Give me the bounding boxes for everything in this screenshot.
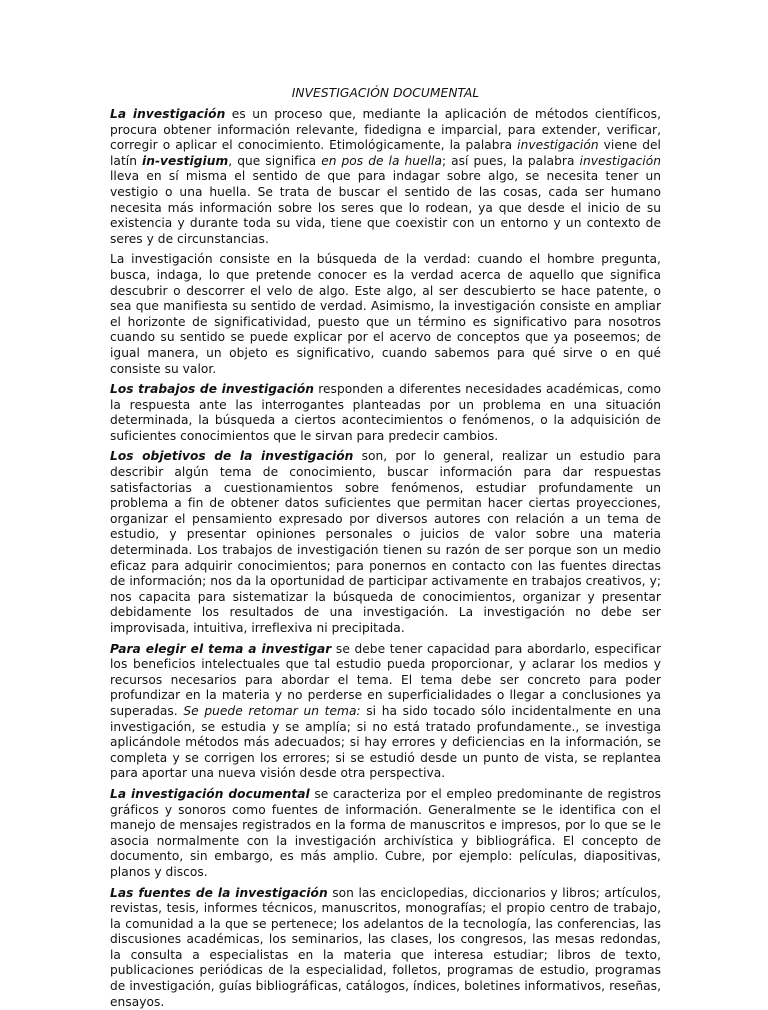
paragraph — [110, 382, 661, 444]
emphasis-text: Se puede retomar un tema: — [183, 704, 360, 718]
body-text: es un proceso que, mediante la aplicación de métodos científicos, procura obtener información relevante, fidedigna e imparcial, para extender, verificar, corregir o aplicar el conocimiento. Etimológicamente, la palabra — [110, 107, 661, 152]
body-text: si ha sido tocado sólo incidentalmente en una investigación, se estudia y se amplía; si no está tratado profundamente., se investiga aplicándole métodos más adecuados; si hay errores y deficiencias en la información, se completa y se corrigen los errores; si se estudió desde un punto de vista, se replantea para aportar una nueva visión desde otra perspectiva. — [110, 704, 661, 780]
emphasis-text: investigación — [580, 154, 661, 168]
paragraph — [110, 642, 661, 782]
emphasis-text: Las fuentes de la investigación — [110, 886, 328, 900]
document-body — [110, 107, 661, 1010]
paragraph — [110, 107, 661, 247]
emphasis-text: La investigación — [110, 107, 225, 121]
body-text: lleva en sí misma el sentido de que para indagar sobre algo, se necesita tener un vestigio o una huella. Se trata de buscar el sentido de las cosas, cada ser humano necesita más información sobre los seres que lo rodean, ya que desde el inicio de su existencia y durante toda su vida, tiene que coexistir con un entorno y un contexto de seres y de circunstancias. — [110, 169, 661, 245]
body-text: viene del latín — [110, 138, 661, 168]
emphasis-text: La investigación documental — [110, 787, 310, 801]
body-text: se caracteriza por el empleo predominante de registros gráficos y sonoros como fuentes de información. Generalmente se le identifica con el manejo de mensajes registrados en la forma de manuscritos e impresos, por lo que se le asocia normalmente con la investigación archivística y bibliográfica. El concepto de documento, sin embargo, es más amplio. Cubre, por ejemplo: películas, diapositivas, planos y discos. — [110, 787, 661, 879]
body-text: son las enciclopedias, diccionarios y libros; artículos, revistas, tesis, informes técnicos, manuscritos, monografías; el propio centro de trabajo, la comunidad a la que se pertenece; los adelantos de la tecnología, las conferencias, las discusiones académicas, los seminarios, las clases, los congresos, las mesas redondas, la consulta a especialistas en la materia que interesa estudiar; libros de texto, publicaciones periódicas de la especialidad, folletos, programas de estudio, programas de investigación, guías bibliográficas, catálogos, índices, boletines informativos, reseñas, ensayos. — [110, 886, 661, 1009]
body-text: se debe tener capacidad para abordarlo, especificar los beneficios intelectuales que tal estudio pueda proporcionar, y aclarar los medios y recursos necesarios para abordar el tema. El tema debe ser concreto para poder profundizar en la materia y no perderse en superficialidades o llegar a conclusiones ya superadas. — [110, 642, 661, 718]
body-text: responden a diferentes necesidades académicas, como la respuesta ante las interrogantes planteadas por un problema en una situación determinada, la búsqueda a ciertos acontecimientos o fenómenos, o la adquisición de suficientes conocimientos que le sirvan para predecir cambios. — [110, 382, 661, 443]
paragraph — [110, 449, 661, 636]
emphasis-text: in-vestigium — [142, 154, 228, 168]
paragraph — [110, 252, 661, 377]
paragraph — [110, 886, 661, 1010]
paragraph — [110, 787, 661, 881]
emphasis-text: en pos de la huella — [321, 154, 442, 168]
emphasis-text: Los trabajos de investigación — [110, 382, 314, 396]
emphasis-text: Para elegir el tema a investigar — [110, 642, 331, 656]
body-text: son, por lo general, realizar un estudio para describir algún tema de conocimiento, buscar información para dar respuestas satisfactorias a cuestionamientos sobre fenómenos, estudiar profundamente un problema a fin de obtener datos suficientes que permitan hacer ciertas proyecciones, organizar el pensamiento expresado por diversos autores con relación a un tema de estudio, y presentar opiniones personales o juicios de valor sobre una materia determinada. Los trabajos de investigación tienen su razón de ser porque son un medio eficaz para adquirir conocimientos; para ponernos en contacto con las fuentes directas de información; nos da la oportunidad de participar activamente en trabajos creativos, y; nos capacita para sistematizar la búsqueda de conocimientos, organizar y presentar debidamente los resultados de una investigación. La investigación no debe ser improvisada, intuitiva, irreflexiva ni precipitada. — [110, 449, 661, 635]
body-text: , que significa — [228, 154, 321, 168]
document-title: INVESTIGACIÓN DOCUMENTAL — [110, 86, 661, 101]
body-text: La investigación consiste en la búsqueda de la verdad: cuando el hombre pregunta, busca, indaga, lo que pretende conocer es la verdad acerca de aquello que significa descubrir o descorrer el velo de algo. Este algo, al ser descubierto se hace patente, o sea que manifiesta su sentido de verdad. Asimismo, la investigación consiste en ampliar el horizonte de significatividad, puesto que un término es significativo para nosotros cuando su sentido se puede explicar por el acervo de conceptos que ya poseemos; de igual manera, un objeto es significativo, cuando sabemos para qué sirve o en qué consiste su valor. — [110, 252, 661, 375]
emphasis-text: Los objetivos de la investigación — [110, 449, 353, 463]
body-text: ; así pues, la palabra — [442, 154, 580, 168]
emphasis-text: investigación — [517, 138, 598, 152]
